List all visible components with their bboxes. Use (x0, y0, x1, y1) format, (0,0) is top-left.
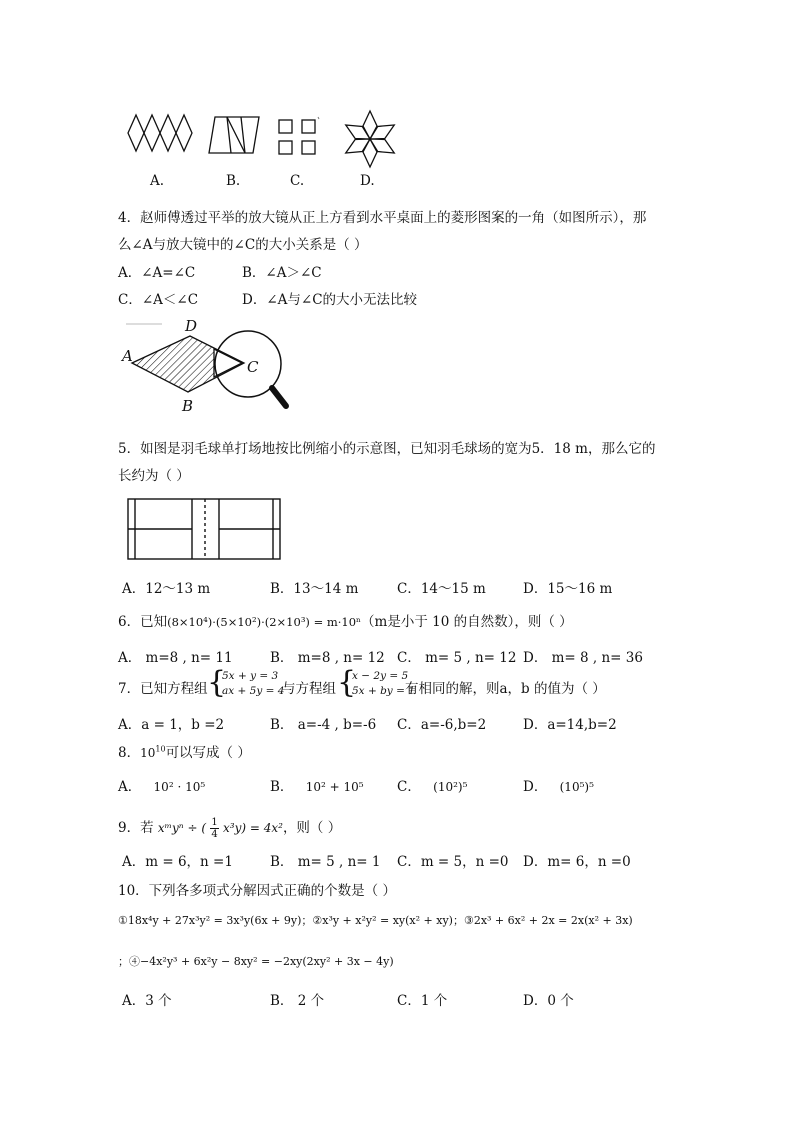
q5-option-c[interactable]: C．14～15 m (397, 581, 486, 597)
q7-brace-2: { (337, 665, 357, 700)
q10-option-b[interactable]: B． 2 个 (270, 993, 325, 1009)
q10-items-line2: ；④−4x²y³ + 6x²y − 8xy² = −2xy(2xy² + 3x − 4y) (118, 955, 394, 968)
q7-system-1-eq1: 5x + y = 3 (222, 670, 279, 682)
q8-suffix: 可以写成（ ） (165, 745, 251, 761)
q4-option-b[interactable]: B．∠A＞∠C (242, 265, 322, 281)
q10-option-c[interactable]: C．1 个 (397, 993, 448, 1009)
q6-option-c[interactable]: C． m= 5 , n= 12 (397, 650, 517, 666)
q8-prefix: 8． (118, 745, 141, 761)
q7-suffix: 有相同的解，则a，b 的值为（ ） (405, 681, 606, 697)
q7-option-c[interactable]: C．a=-6,b=2 (397, 717, 487, 733)
q6-option-d[interactable]: D． m= 8 , n= 36 (523, 650, 643, 666)
q5-option-a[interactable]: A．12～13 m (122, 581, 211, 597)
q4-magnifier-diagram (122, 316, 292, 416)
q9-fraction-denominator: 4 (211, 829, 218, 840)
figure-label-b: B. (226, 173, 241, 189)
q9-expr-right: x³y) = 4x² (223, 821, 283, 835)
q4-label-a: A (122, 347, 133, 365)
q9-expr-left: xᵐyⁿ ÷ ( (157, 821, 207, 835)
q9-prefix: 9．若 (118, 820, 154, 836)
q9-option-b[interactable]: B． m= 5 , n= 1 (270, 854, 381, 870)
q7-system-2-eq1: x − 2y = 5 (352, 670, 409, 682)
figure-label-c: C. (290, 173, 305, 189)
q6-prefix: 6．已知 (118, 614, 168, 630)
q5-stem-line1: 5．如图是羽毛球单打场地按比例缩小的示意图，已知羽毛球场的宽为5．18 m，那么它的 (118, 441, 656, 457)
q8-option-b-expr: 10² + 10⁵ (305, 780, 364, 794)
q7-option-b[interactable]: B． a=-4 , b=-6 (270, 717, 377, 733)
q6-option-b[interactable]: B． m=8 , n= 12 (270, 650, 385, 666)
figure-d-star (343, 108, 397, 170)
q10-stem: 10．下列各多项式分解因式正确的个数是（ ） (118, 883, 396, 899)
q4-option-c[interactable]: C．∠A＜∠C (118, 292, 199, 308)
q9-fraction-numerator: 1 (211, 817, 218, 828)
q7-option-a[interactable]: A．a = 1，b =2 (118, 717, 225, 733)
q8-exponent: 10 (155, 744, 166, 754)
q7-system-2-eq2: 5x + by = 1 (352, 685, 415, 697)
q10-items-line1: ①18x⁴y + 27x³y² = 3x³y(6x + 9y)；②x³y + x²y² = xy(x² + xy)；③2x³ + 6x² + 2x = 2x(x² + 3x) (118, 914, 633, 927)
q8-option-d-label: D． (523, 779, 548, 795)
q7-system-1-eq2: ax + 5y = 4 (222, 685, 285, 697)
q4-label-c: C (247, 358, 259, 376)
q9-suffix: ，则（ ） (282, 820, 342, 836)
figure-label-d: D. (360, 173, 375, 189)
q6-stem (118, 610, 573, 630)
q5-stem-line2: 长约为（ ） (118, 468, 190, 484)
q9-option-c[interactable]: C．m = 5，n =0 (397, 854, 509, 870)
q9-fraction (210, 817, 218, 840)
q5-option-b[interactable]: B．13～14 m (270, 581, 359, 597)
q8-option-a-label: A． (118, 779, 142, 795)
q8-option-d-expr: (10⁵)⁵ (559, 780, 594, 794)
q8-option-c[interactable] (397, 775, 467, 795)
q4-option-d[interactable]: D．∠A与∠C的大小无法比较 (242, 292, 418, 308)
q4-label-b: B (182, 397, 194, 415)
q5-court-diagram (127, 497, 282, 561)
q7-middle: 与方程组 (282, 681, 336, 697)
q7-option-d[interactable]: D．a=14,b=2 (523, 717, 617, 733)
q4-stem-line1: 4．赵师傅透过平举的放大镜从正上方看到水平桌面上的菱形图案的一角（如图所示），那 (118, 210, 647, 226)
q8-stem (118, 741, 251, 761)
q9-option-d[interactable]: D．m= 6，n =0 (523, 854, 631, 870)
q6-suffix: （m是小于 10 的自然数），则（ ） (361, 614, 573, 630)
q7-prefix: 7．已知方程组 (118, 681, 208, 697)
figure-a-rhombus-chain (126, 112, 192, 154)
q8-option-a[interactable] (118, 775, 205, 795)
q6-expression: (8×10⁴)·(5×10²)·(2×10³) = m·10ⁿ (167, 615, 362, 629)
q4-stem-line2: 么∠A与放大镜中的∠C的大小关系是（ ） (118, 237, 368, 253)
q10-option-a[interactable]: A．3 个 (122, 993, 172, 1009)
q4-option-a[interactable]: A．∠A=∠C (118, 265, 196, 281)
q5-option-d[interactable]: D．15～16 m (523, 581, 613, 597)
q8-option-c-label: C． (397, 779, 421, 795)
q9-stem (118, 816, 341, 840)
q8-option-a-expr: 10² · 10⁵ (153, 780, 206, 794)
q9-option-a[interactable]: A．m = 6，n =1 (122, 854, 233, 870)
q7-brace-1: { (207, 665, 227, 700)
q8-option-b-label: B． (270, 779, 294, 795)
q8-base: 10 (140, 746, 156, 760)
q7-system-1 (222, 669, 284, 699)
q8-option-d[interactable] (523, 775, 594, 795)
q8-option-b[interactable] (270, 775, 364, 795)
figure-label-a: A. (150, 173, 165, 189)
figure-c-four-squares (278, 117, 320, 157)
q6-option-a[interactable]: A． m=8 , n= 11 (118, 650, 233, 666)
q10-option-d[interactable]: D．0 个 (523, 993, 574, 1009)
figure-b-parallelogram (209, 115, 261, 155)
q4-label-d: D (185, 317, 198, 335)
q8-option-c-expr: (10²)⁵ (433, 780, 468, 794)
